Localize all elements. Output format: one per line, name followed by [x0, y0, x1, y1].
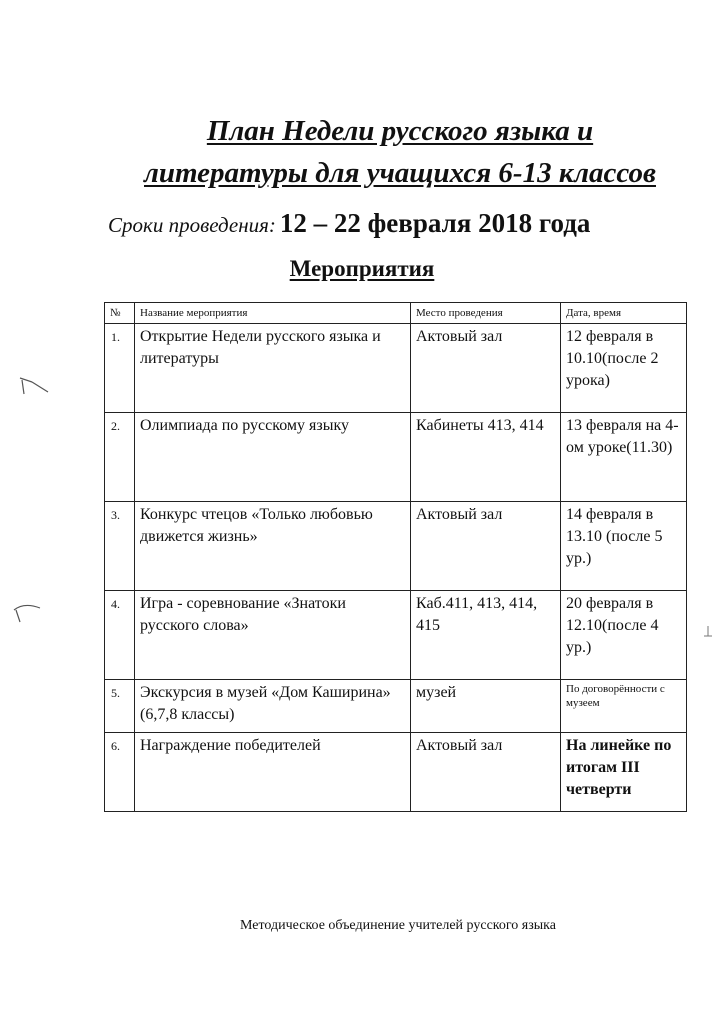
scan-mark-left-top [18, 374, 54, 398]
row-date: 14 февраля в 13.10 (после 5 ур.) [561, 502, 687, 591]
row-name: Конкурс чтецов «Только любовью движется жизнь» [135, 502, 411, 591]
table-row [105, 413, 687, 502]
table-row [105, 591, 687, 680]
row-num: 6. [105, 733, 135, 812]
row-num: 5. [105, 680, 135, 733]
row-name: Игра - соревнование «Знатоки русского слова» [135, 591, 411, 680]
row-place: Актовый зал [411, 733, 561, 812]
events-table [104, 302, 687, 812]
row-name: Награждение победителей [135, 733, 411, 812]
table-row [105, 502, 687, 591]
table-row [105, 324, 687, 413]
table-row [105, 733, 687, 812]
row-name: Экскурсия в музей «Дом Каширина» (6,7,8 классы) [135, 680, 411, 733]
row-place: музей [411, 680, 561, 733]
row-num: 2. [105, 413, 135, 502]
row-num: 3. [105, 502, 135, 591]
row-name: Олимпиада по русскому языку [135, 413, 411, 502]
document-title [110, 110, 690, 194]
row-num: 1. [105, 324, 135, 413]
title-line-1: План Недели русского языка и [206, 115, 594, 147]
footer-signature: Методическое объединение учителей русского языка [240, 918, 556, 933]
events-heading: Мероприятия [289, 256, 435, 281]
row-date: По договорённости с музеем [561, 680, 687, 733]
table-header-row [105, 303, 687, 324]
row-date: 13 февраля на 4-ом уроке(11.30) [561, 413, 687, 502]
scan-mark-left-mid [10, 600, 46, 626]
row-date: 12 февраля в 10.10(после 2 урока) [561, 324, 687, 413]
scan-mark-right [700, 624, 716, 640]
row-place: Актовый зал [411, 324, 561, 413]
dates-label: Сроки проведения: [108, 213, 276, 237]
table-row [105, 680, 687, 733]
header-name: Название мероприятия [135, 303, 411, 324]
header-num: № [105, 303, 135, 324]
row-num: 4. [105, 591, 135, 680]
header-place: Место проведения [411, 303, 561, 324]
row-date: На линейке по итогам III четверти [561, 733, 687, 812]
row-name: Открытие Недели русского языка и литературы [135, 324, 411, 413]
title-line-2: литературы для учащихся 6-13 классов [144, 157, 656, 189]
dates-value: 12 – 22 февраля 2018 года [279, 208, 591, 238]
header-date: Дата, время [561, 303, 687, 324]
row-place: Каб.411, 413, 414, 415 [411, 591, 561, 680]
row-place: Кабинеты 413, 414 [411, 413, 561, 502]
row-place: Актовый зал [411, 502, 561, 591]
row-date: 20 февраля в 12.10(после 4 ур.) [561, 591, 687, 680]
dates-line [108, 208, 590, 239]
